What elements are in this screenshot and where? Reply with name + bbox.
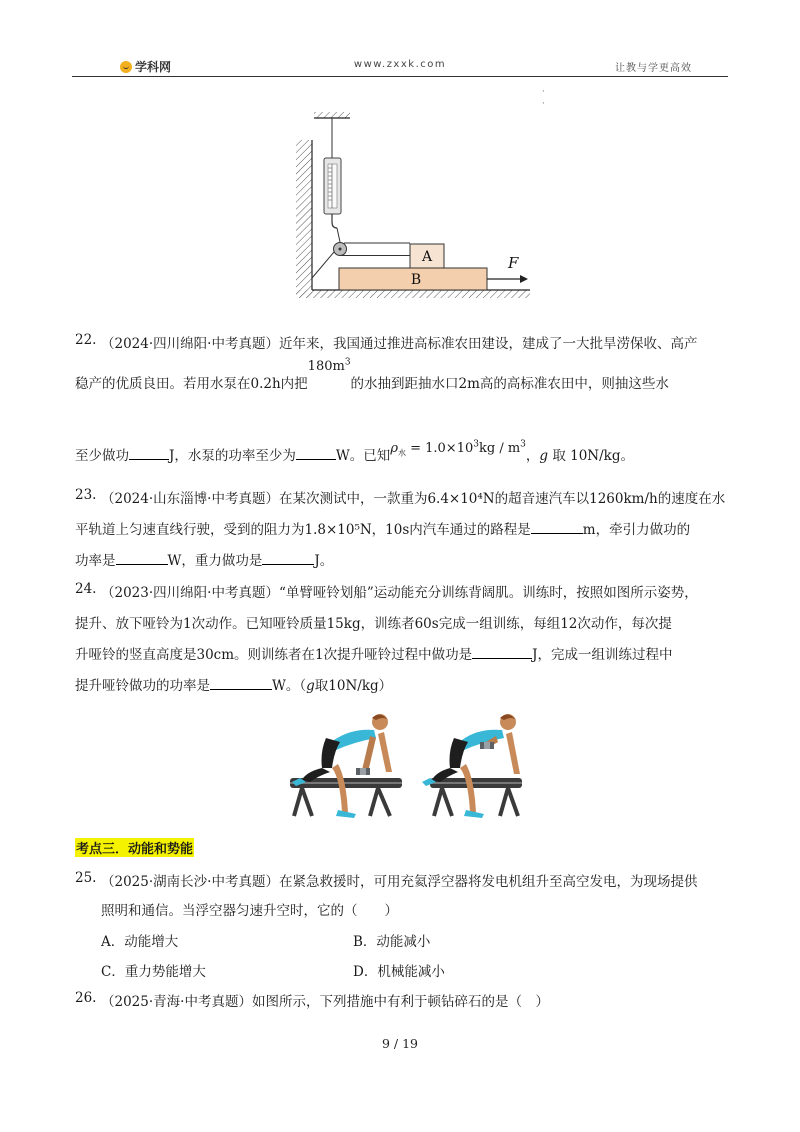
- q24-line3: [75, 643, 673, 663]
- decorative-dots: · ·: [542, 87, 545, 109]
- q22-line2-a: 稳产的优质良田。若用水泵在0.2h内把: [75, 376, 308, 392]
- q22-line2: [75, 357, 669, 392]
- wall-hatch: [296, 140, 312, 298]
- header-slogan: 让教与学更高效: [615, 63, 692, 74]
- q22-volume: [308, 359, 351, 374]
- q24-number: 24.: [75, 581, 97, 597]
- q22-line3-a: 至少做功: [75, 448, 129, 464]
- q22-g: g: [539, 448, 549, 464]
- q23-line2-a: 平轨道上匀速直线行驶，受到的阻力为1.8×10⁵N，10s内汽车通过的路程是: [75, 522, 531, 538]
- q22-rho: ρ: [390, 441, 398, 456]
- q22-rho-sub: 水: [397, 448, 406, 458]
- page-header: [0, 54, 800, 78]
- q24-line4: [75, 674, 392, 694]
- q22-volume-value: 180m: [307, 359, 345, 374]
- q25-line2: 照明和通信。当浮空器匀速升空时，它的（ ）: [101, 903, 398, 919]
- q24-line4-b: W。（: [272, 678, 307, 694]
- q23-blank-power[interactable]: [116, 552, 168, 565]
- figure-dumbbell-row: [282, 712, 522, 820]
- q25-option-b-text: 动能减小: [376, 934, 431, 950]
- q24-g: g: [306, 678, 315, 694]
- q22-number: 22.: [75, 332, 97, 348]
- q24-line3-a: 升哑铃的竖直高度是30cm。则训练者在1次提升哑铃过程中做功是: [75, 647, 473, 663]
- q22-line3-c: W。已知: [335, 448, 391, 464]
- q24-line1: （2023·四川绵阳·中考真题）“单臂哑铃划船”运动能充分训练背阔肌。训练时，按照如图所示姿势，: [101, 585, 698, 601]
- q23-blank-distance[interactable]: [531, 521, 583, 534]
- q22-rho-value: = 1.0×10: [405, 441, 474, 456]
- q24-line3-b: J，完成一组训练过程中: [532, 647, 673, 663]
- site-url: www.zxxk.com: [353, 59, 447, 70]
- page-number: 9 / 19: [381, 1036, 419, 1051]
- q25-option-b-letter: B．: [353, 934, 377, 950]
- q23-number: 23.: [75, 487, 97, 503]
- q22-blank-work[interactable]: [129, 447, 169, 460]
- logo-text: 学科网: [135, 60, 172, 74]
- q25-option-d[interactable]: [353, 960, 445, 980]
- q22-density-formula: [390, 441, 526, 456]
- q23-line2-b: m，牵引力做功的: [582, 522, 691, 538]
- section-heading: 考点三．动能和势能: [75, 838, 194, 857]
- q22-blank-power[interactable]: [296, 447, 336, 460]
- q22-line3-b: J，水泵的功率至少为: [169, 448, 296, 464]
- q25-option-b[interactable]: [353, 930, 430, 950]
- q23-blank-gravity-work[interactable]: [262, 552, 314, 565]
- q25-option-a-letter: A．: [101, 934, 125, 950]
- q22-rho-exp: 3: [473, 439, 479, 450]
- q25-option-a-text: 动能增大: [124, 934, 179, 950]
- header-divider: [72, 76, 728, 77]
- q22-volume-exp: 3: [344, 357, 351, 368]
- q22-line3-d: ，: [525, 448, 540, 464]
- q24-line4-a: 提升哑铃做功的功率是: [75, 678, 210, 694]
- q25-number: 25.: [75, 870, 97, 886]
- q22-line1: （2024·四川绵阳·中考真题）近年来，我国通过推进高标准农田建设，建成了一大批旱涝保收、高产: [101, 336, 698, 352]
- q23-line2: [75, 518, 690, 538]
- q22-line3-e: 取 10N/kg。: [548, 448, 634, 464]
- block-b-label: B: [410, 272, 422, 288]
- q23-line3-c: J。: [314, 553, 334, 569]
- ceiling-hatch: [314, 112, 350, 118]
- q25-option-c[interactable]: [101, 960, 206, 980]
- block-a-label: A: [421, 249, 433, 265]
- bench-right: [430, 778, 522, 816]
- scale-hook: [332, 214, 337, 228]
- q25-option-d-text: 机械能减小: [377, 964, 445, 980]
- q25-line1: （2025·湖南长沙·中考真题）在紧急救援时，可用充氦浮空器将发电机组升至高空发电，为现场提供: [101, 874, 698, 890]
- q25-option-c-letter: C．: [101, 964, 125, 980]
- q26-line1: （2025·青海·中考真题）如图所示，下列措施中有利于顿钻碎石的是（ ）: [101, 994, 549, 1010]
- force-label: F: [508, 254, 519, 272]
- q24-blank-power[interactable]: [210, 677, 272, 690]
- q23-line1: （2024·山东淄博·中考真题）在某次测试中，一款重为6.4×10⁴N的超音速汽车以1260km/h的速度在水: [101, 491, 726, 507]
- q25-option-d-letter: D．: [353, 964, 378, 980]
- q23-line3: [75, 549, 333, 569]
- floor-hatch: [296, 290, 530, 298]
- q23-line3-a: 功率是: [75, 553, 116, 569]
- q22-line3: [75, 439, 634, 467]
- q24-line2: 提升、放下哑铃为1次动作。已知哑铃质量15kg，训练者60s完成一组训练，每组12次动作，每次提: [75, 616, 672, 632]
- q25-option-c-text: 重力势能增大: [124, 964, 206, 980]
- q22-line2-b: 的水抽到距抽水口2m高的高标准农田中，则抽这些水: [350, 376, 669, 392]
- figure-spring-scale-blocks: [294, 112, 534, 304]
- q22-rho-unit-exp: 3: [520, 439, 526, 450]
- q24-line4-c: 取10N/kg）: [314, 678, 393, 694]
- q24-blank-work[interactable]: [472, 646, 532, 659]
- q22-rho-unit: kg / m: [478, 441, 521, 456]
- q23-line3-b: W，重力做功是: [167, 553, 263, 569]
- q25-option-a[interactable]: [101, 930, 178, 950]
- q26-number: 26.: [75, 990, 97, 1006]
